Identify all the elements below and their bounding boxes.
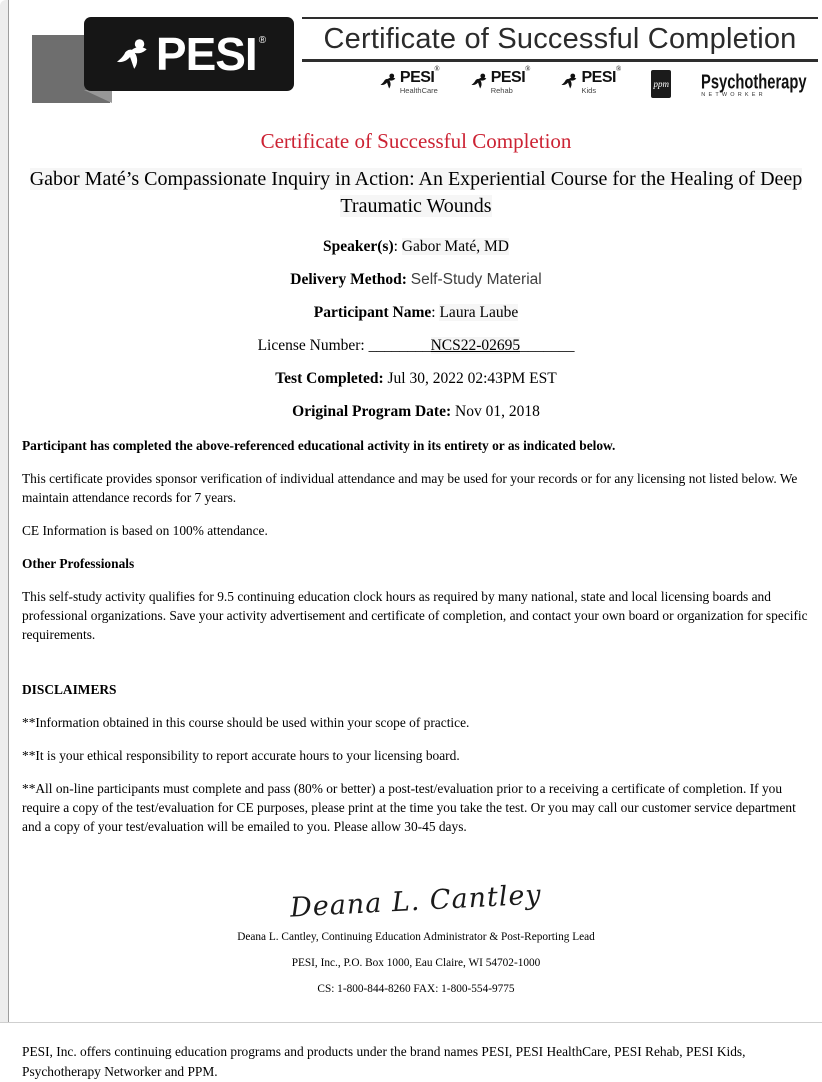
signature-block <box>10 879 822 996</box>
networker-wordmark: Psychotherapy <box>701 72 807 94</box>
program-date-label: Original Program Date: <box>292 403 452 420</box>
red-certificate-heading: Certificate of Successful Completion <box>260 129 572 153</box>
pesi-logo <box>22 17 294 109</box>
participant-name-label: Participant Name <box>313 304 432 321</box>
page-left-edge <box>0 0 9 1022</box>
brand-text <box>581 65 622 95</box>
header <box>10 0 822 109</box>
registered-mark-icon: ® <box>615 65 622 73</box>
pesi-runner-icon <box>470 73 489 92</box>
license-number-line <box>10 337 822 355</box>
license-underscores-post: _______ <box>520 337 575 354</box>
certificate-document <box>10 0 822 1079</box>
pesi-runner-icon <box>114 38 152 76</box>
registered-mark-icon: ® <box>434 65 440 73</box>
signature-lines <box>10 931 822 996</box>
program-date-value: Nov 01, 2018 <box>455 403 540 420</box>
disclaimer-online: **All on-line participants must complete and pass (80% or better) a post-test/evaluation prior to a receiving a certificate of completion. If you require a copy of the test/evaluation for CE purposes, please print at the time you take the test. Or you may call our customer service department and a copy of your test/evaluation will be emailed to you. Please allow 30-45 days. <box>22 781 796 834</box>
pesi-runner-icon <box>560 73 579 92</box>
brand-word: PESI <box>490 69 526 86</box>
delivery-method-label: Delivery Method: <box>290 271 407 288</box>
brand-pesi-rehab <box>470 65 531 95</box>
header-banner-column <box>294 17 818 109</box>
phone-fax: CS: 1-800-844-8260 FAX: 1-800-554-9775 <box>317 983 515 995</box>
networker-text <box>701 72 816 98</box>
signature-script: Deana L. Cantley <box>289 879 543 924</box>
other-professionals-heading: Other Professionals <box>22 556 135 571</box>
course-title <box>20 166 812 220</box>
disclaimer-scope: **Information obtained in this course should be used within your scope of practice. <box>22 715 470 730</box>
program-date-line <box>10 403 822 421</box>
brand-psychotherapy-networker <box>701 70 816 98</box>
disclaimers-heading: DISCLAIMERS <box>22 682 117 697</box>
participant-name-value: Laura Laube <box>439 304 519 321</box>
pesi-wordmark: PESI <box>155 28 257 80</box>
brand-ppm <box>651 70 671 98</box>
ce-info-paragraph: CE Information is based on 100% attendance. <box>22 523 268 538</box>
participant-name-line <box>10 304 822 322</box>
certificate-banner <box>302 17 818 62</box>
license-number-value: NCS22-02695 <box>430 337 521 354</box>
delivery-method-value: Self-Study Material <box>410 271 542 288</box>
body-text <box>10 436 822 836</box>
registered-mark-icon: ® <box>258 34 267 46</box>
brand-subtitle: Rehab <box>490 86 513 95</box>
disclaimer-ethics: **It is your ethical responsibility to report accurate hours to your licensing board. <box>22 748 460 763</box>
speaker-value: Gabor Maté, MD <box>401 238 509 255</box>
brand-pesi-kids <box>560 65 622 95</box>
completion-statement: Participant has completed the above-referenced educational activity in its entirety or as indicated below. <box>22 438 616 453</box>
pesi-logo-plate <box>84 17 294 91</box>
brand-pesi-healthcare <box>379 65 440 95</box>
other-professionals-paragraph: This self-study activity qualifies for 9.5 continuing education clock hours as required by many national, state and local licensing boards and professional organizations. Save your activity advertisement and certificate of completion, and contact your own board or organization for specific requirements. <box>22 589 808 642</box>
license-number-label: License Number: <box>257 337 365 354</box>
delivery-method-line <box>10 271 822 289</box>
brand-wordmark <box>490 65 531 86</box>
verification-paragraph: This certificate provides sponsor verification of individual attendance and may be used for your records or for any licensing not listed below. We maintain attendance records for 7 years. <box>22 471 798 505</box>
separator: : <box>431 304 440 321</box>
brand-text <box>490 65 531 95</box>
brand-subtitle: Kids <box>581 86 597 95</box>
signer-name-title: Deana L. Cantley, Continuing Education Administrator & Post-Reporting Lead <box>237 931 595 943</box>
pesi-runner-icon <box>379 73 398 92</box>
company-address: PESI, Inc., P.O. Box 1000, Eau Claire, WI 54702-1000 <box>291 957 541 969</box>
separator: : <box>393 238 402 255</box>
brand-wordmark <box>399 65 440 86</box>
ppm-monogram-icon: ppm <box>651 70 671 98</box>
brand-logos-row <box>302 65 818 98</box>
banner-title: Certificate of Successful Completion <box>323 23 797 55</box>
networker-subtitle: NETWORKER <box>701 91 766 98</box>
brand-word: PESI <box>399 69 435 86</box>
brands-footer-note: PESI, Inc. offers continuing education programs and products under the brand names PESI, PESI HealthCare, PESI Rehab, PESI Kids, Psychotherapy Networker and PPM. <box>22 1044 746 1079</box>
speaker-label: Speaker(s) <box>323 238 394 255</box>
registered-mark-icon: ® <box>525 65 531 73</box>
brand-subtitle: HealthCare <box>399 86 438 95</box>
speaker-line <box>10 238 822 256</box>
brand-word: PESI <box>581 69 616 86</box>
license-underscores-pre: ________ <box>368 337 431 354</box>
brand-text <box>399 65 440 95</box>
test-completed-label: Test Completed: <box>275 370 384 387</box>
brand-wordmark <box>581 65 622 86</box>
certificate-details <box>10 238 822 421</box>
test-completed-line <box>10 370 822 388</box>
course-title-text: Gabor Maté’s Compassionate Inquiry in Action: An Experiential Course for the Healing of Deep Traumatic Wounds <box>29 168 803 217</box>
test-completed-value: Jul 30, 2022 02:43PM EST <box>387 370 557 387</box>
